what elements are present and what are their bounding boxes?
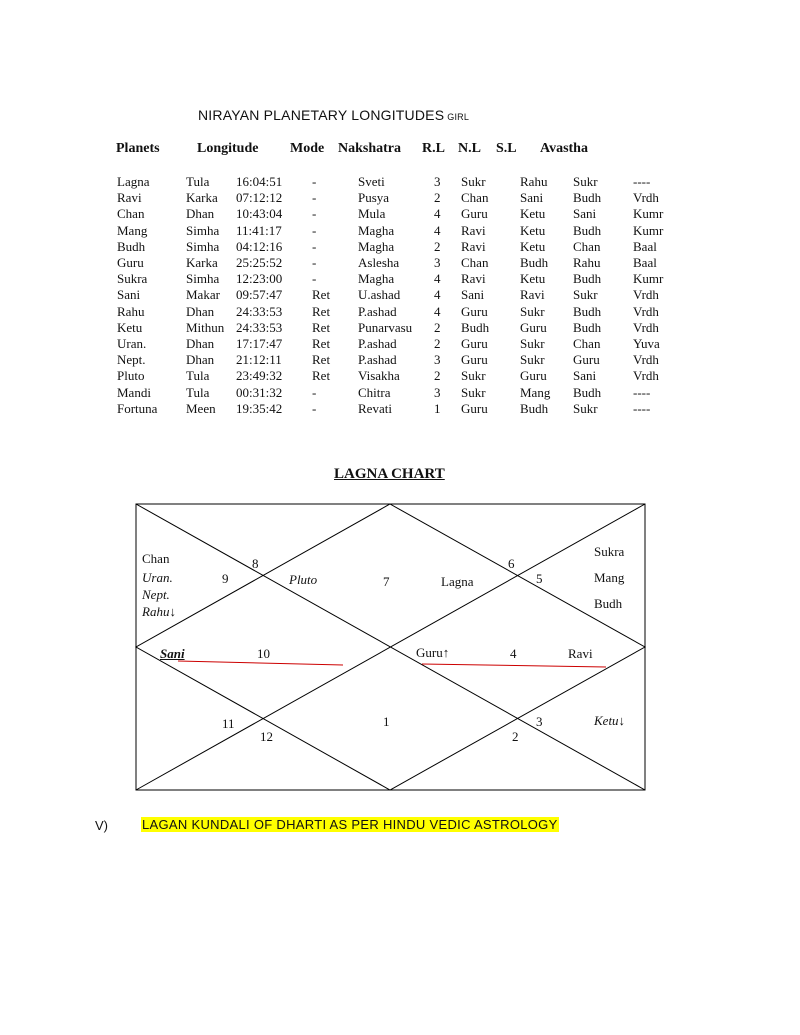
table-cell: Sukr xyxy=(520,303,545,319)
table-cell: 1 xyxy=(434,400,441,416)
table-cell: Chan xyxy=(461,190,489,206)
table-cell: Chan xyxy=(573,238,601,254)
table-cell: 00:31:32 xyxy=(236,384,283,400)
table-cell: Baal xyxy=(633,238,657,254)
table-cell: 12:23:00 xyxy=(236,271,283,287)
planet-sukra: Sukra xyxy=(594,544,625,559)
table-cell: Sani xyxy=(461,287,485,303)
table-cell: ---- xyxy=(633,384,651,400)
header-planets: Planets xyxy=(116,141,160,156)
table-cell: Ravi xyxy=(520,287,545,303)
house-number-7: 7 xyxy=(383,574,390,589)
table-cell: Chitra xyxy=(358,384,391,400)
table-cell: Karka xyxy=(186,255,218,270)
house-number-1: 1 xyxy=(383,714,390,729)
table-cell: P.ashad xyxy=(358,336,397,351)
table-cell: Chan xyxy=(117,206,145,222)
table-cell: - xyxy=(312,174,317,189)
table-cell: Sani xyxy=(520,190,544,206)
house-number-8: 8 xyxy=(252,556,259,571)
footer-caption: LAGAN KUNDALI OF DHARTI AS PER HINDU VEDIC ASTROLOGY xyxy=(142,817,558,832)
house-number-6: 6 xyxy=(508,556,515,571)
table-cell: - xyxy=(312,190,317,206)
table-cell: Ketu xyxy=(520,271,546,287)
header-sl: S.L xyxy=(496,141,517,156)
planet-mang: Mang xyxy=(594,570,625,585)
title-text: NIRAYAN PLANETARY LONGITUDES xyxy=(198,107,445,123)
header-nl: N.L xyxy=(458,141,481,156)
table-cell: Magha xyxy=(358,271,395,287)
table-cell: Ret xyxy=(312,368,331,384)
table-cell: Vrdh xyxy=(633,287,659,303)
table-cell: Baal xyxy=(633,255,657,270)
table-cell: ---- xyxy=(633,400,651,416)
table-cell: Yuva xyxy=(633,336,660,351)
table-cell: Dhan xyxy=(186,352,215,368)
table-cell: Rahu xyxy=(117,303,145,319)
table-cell: 16:04:51 xyxy=(236,174,283,189)
table-cell: Ravi xyxy=(461,238,486,254)
table-cell: Dhan xyxy=(186,206,215,222)
table-cell: 4 xyxy=(434,206,441,222)
table-cell: 17:17:47 xyxy=(236,336,283,351)
table-cell: Sani xyxy=(573,368,597,384)
house-number-5: 5 xyxy=(536,571,543,586)
table-cell: 4 xyxy=(434,271,441,287)
planet-chan: Chan xyxy=(142,551,170,566)
table-cell: 21:12:11 xyxy=(236,352,282,368)
table-cell: Rahu xyxy=(573,255,601,270)
table-cell: Uran. xyxy=(117,336,147,351)
table-cell: Sukr xyxy=(573,287,598,303)
table-cell: Sani xyxy=(573,206,597,222)
planet-budh: Budh xyxy=(594,596,623,611)
table-cell: Simha xyxy=(186,271,220,287)
table-cell: Pusya xyxy=(358,190,390,206)
table-cell: Budh xyxy=(520,255,549,270)
table-cell: Meen xyxy=(186,400,216,416)
planet-lagna: Lagna xyxy=(441,574,474,589)
table-cell: ---- xyxy=(633,174,651,189)
table-cell: Vrdh xyxy=(633,352,659,368)
table-cell: Ketu xyxy=(520,222,546,238)
table-cell: Revati xyxy=(358,400,392,416)
title-subtext: GIRL xyxy=(447,112,470,122)
table-cell: Tula xyxy=(186,174,210,189)
table-cell: Budh xyxy=(573,384,602,400)
table-cell: Guru xyxy=(461,206,488,222)
table-cell: 19:35:42 xyxy=(236,400,283,416)
house-number-12: 12 xyxy=(260,729,273,744)
planet-neptune: Nept. xyxy=(142,587,170,602)
table-cell: - xyxy=(312,238,317,254)
table-cell: Guru xyxy=(461,303,488,319)
house-number-9: 9 xyxy=(222,571,229,586)
house-number-4: 4 xyxy=(510,646,517,661)
table-cell: Magha xyxy=(358,222,395,238)
table-cell: Vrdh xyxy=(633,368,659,384)
table-cell: Guru xyxy=(461,400,488,416)
table-cell: Tula xyxy=(186,384,210,400)
table-cell: 25:25:52 xyxy=(236,255,283,270)
table-cell: 3 xyxy=(434,352,441,368)
table-cell: U.ashad xyxy=(358,287,401,303)
table-cell: Tula xyxy=(186,368,210,384)
table-cell: Lagna xyxy=(117,174,150,189)
table-cell: 11:41:17 xyxy=(236,222,282,238)
house-number-2: 2 xyxy=(512,729,519,744)
table-cell: Ravi xyxy=(461,271,486,287)
table-cell: Budh xyxy=(520,400,549,416)
table-cell: Budh xyxy=(573,222,602,238)
table-cell: Budh xyxy=(461,319,490,335)
planet-uranus: Uran. xyxy=(142,570,173,585)
header-avastha: Avastha xyxy=(540,141,588,156)
table-cell: Ketu xyxy=(117,319,143,335)
table-cell: Fortuna xyxy=(117,400,158,416)
table-cell: 2 xyxy=(434,190,441,206)
table-cell: Guru xyxy=(117,255,144,270)
section-label: V) xyxy=(95,818,108,833)
table-cell: 07:12:12 xyxy=(236,190,283,206)
table-cell: - xyxy=(312,400,317,416)
header-longitude: Longitude xyxy=(197,141,259,156)
table-cell: Magha xyxy=(358,238,395,254)
table-cell: Ret xyxy=(312,303,331,319)
table-cell: Kumr xyxy=(633,222,664,238)
table-cell: Budh xyxy=(573,303,602,319)
house-number-3: 3 xyxy=(536,714,543,729)
table-cell: Guru xyxy=(461,336,488,351)
table-cell: Simha xyxy=(186,222,220,238)
table-cell: 2 xyxy=(434,319,441,335)
table-cell: Vrdh xyxy=(633,319,659,335)
table-cell: Budh xyxy=(573,319,602,335)
table-cell: 09:57:47 xyxy=(236,287,283,303)
table-cell: Sukr xyxy=(520,352,545,368)
planet-rahu: Rahu↓ xyxy=(142,604,176,619)
table-cell: - xyxy=(312,255,317,270)
table-cell: Ravi xyxy=(117,190,142,206)
table-cell: Makar xyxy=(186,287,220,303)
table-cell: Guru xyxy=(573,352,600,368)
planet-guru: Guru↑ xyxy=(416,645,450,660)
table-cell: Sveti xyxy=(358,174,385,189)
table-cell: 4 xyxy=(434,303,441,319)
table-cell: Guru xyxy=(461,352,488,368)
table-cell: 3 xyxy=(434,384,441,400)
table-cell: Ketu xyxy=(520,238,546,254)
table-cell: Budh xyxy=(117,238,146,254)
table-cell: Rahu xyxy=(520,174,548,189)
table-cell: P.ashad xyxy=(358,352,397,368)
table-cell: P.ashad xyxy=(358,303,397,319)
table-cell: Sukr xyxy=(520,336,545,351)
guru-red-line xyxy=(422,664,606,667)
table-cell: Nept. xyxy=(117,352,146,368)
table-cell: - xyxy=(312,206,317,222)
table-cell: Ret xyxy=(312,352,331,368)
table-cell: Guru xyxy=(520,368,547,384)
table-cell: Karka xyxy=(186,190,218,206)
table-cell: Sukr xyxy=(461,384,486,400)
table-cell: 04:12:16 xyxy=(236,238,283,254)
table-cell: Ret xyxy=(312,287,331,303)
table-cell: Sukr xyxy=(573,174,598,189)
table-cell: Ret xyxy=(312,336,331,351)
table-cell: Sani xyxy=(117,287,141,303)
table-cell: Budh xyxy=(573,271,602,287)
table-cell: 4 xyxy=(434,222,441,238)
table-cell: Aslesha xyxy=(358,255,400,270)
table-cell: 3 xyxy=(434,255,441,270)
table-cell: Pluto xyxy=(117,368,145,384)
table-cell: Sukr xyxy=(461,174,486,189)
table-cell: - xyxy=(312,271,317,287)
table-cell: Kumr xyxy=(633,271,664,287)
table-cell: Mithun xyxy=(186,319,225,335)
table-cell: Mula xyxy=(358,206,386,222)
table-cell: Ketu xyxy=(520,206,546,222)
table-cell: 10:43:04 xyxy=(236,206,283,222)
table-cell: 2 xyxy=(434,368,441,384)
table-cell: Dhan xyxy=(186,336,215,351)
table-cell: Sukra xyxy=(117,271,148,287)
table-cell: Vrdh xyxy=(633,190,659,206)
table-cell: Vrdh xyxy=(633,303,659,319)
table-cell: Chan xyxy=(461,255,489,270)
table-cell: Mandi xyxy=(117,384,151,400)
table-cell: - xyxy=(312,384,317,400)
header-rl: R.L xyxy=(422,141,445,156)
planet-sani: Sani xyxy=(160,646,185,661)
table-cell: Punarvasu xyxy=(358,319,413,335)
table-cell: Ret xyxy=(312,319,331,335)
table-cell: Ravi xyxy=(461,222,486,238)
table-cell: 4 xyxy=(434,287,441,303)
house-number-11: 11 xyxy=(222,716,235,731)
table-cell: Guru xyxy=(520,319,547,335)
planet-ketu: Ketu↓ xyxy=(594,713,626,728)
planet-pluto: Pluto xyxy=(289,572,318,587)
table-cell: Mang xyxy=(520,384,551,400)
planet-ravi: Ravi xyxy=(568,646,593,661)
house-number-10: 10 xyxy=(257,646,270,661)
table-cell: Simha xyxy=(186,238,220,254)
header-mode: Mode xyxy=(290,141,325,156)
table-cell: Chan xyxy=(573,336,601,351)
table-cell: Sukr xyxy=(461,368,486,384)
table-cell: 24:33:53 xyxy=(236,319,283,335)
header-nakshatra: Nakshatra xyxy=(338,141,402,156)
table-cell: Kumr xyxy=(633,206,664,222)
chart-title: LAGNA CHART xyxy=(334,466,445,482)
table-cell: - xyxy=(312,222,317,238)
table-cell: 24:33:53 xyxy=(236,303,283,319)
table-cell: Budh xyxy=(573,190,602,206)
table-cell: 3 xyxy=(434,174,441,189)
table-cell: 2 xyxy=(434,238,441,254)
table-cell: Visakha xyxy=(358,368,400,384)
table-cell: Sukr xyxy=(573,400,598,416)
table-cell: Mang xyxy=(117,222,148,238)
table-cell: 2 xyxy=(434,336,441,351)
table-cell: Dhan xyxy=(186,303,215,319)
table-cell: 23:49:32 xyxy=(236,368,283,384)
